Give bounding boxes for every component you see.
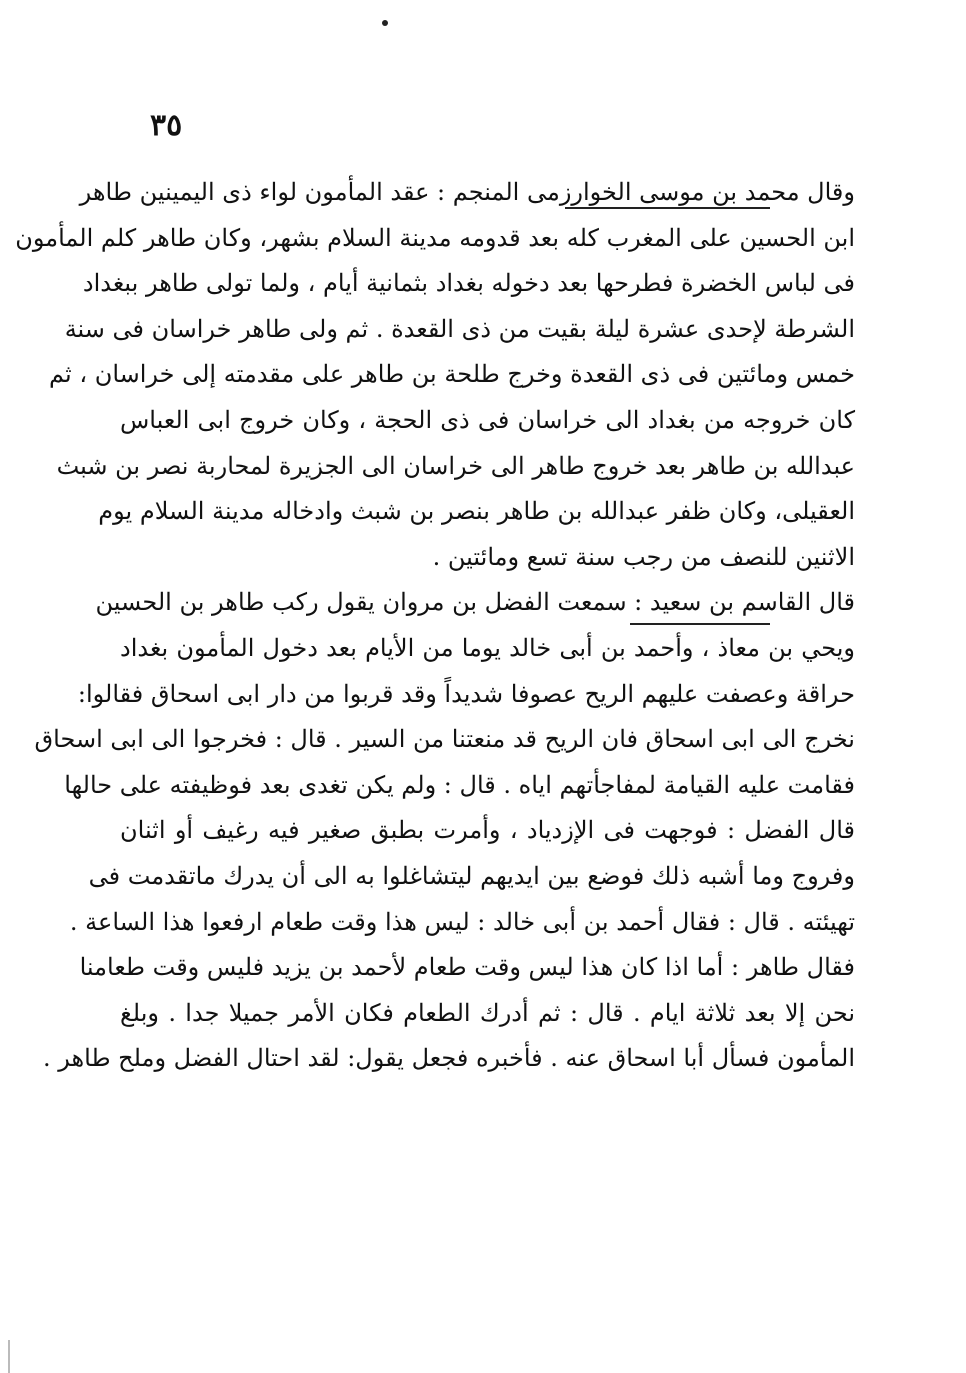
text-line: ابن الحسين على المغرب كله بعد قدومه مدينة السلام بشهر، وكان طاهر كلم المأمون [15,223,855,252]
text-line: الاثنين للنصف من رجب سنة تسع ومائتين . [432,542,855,571]
text-line: نخرج الى ابى اسحاق فان الريح قد منعتنا من السير . قال : فخرجوا الى ابى اسحاق [34,725,855,754]
text-line: وفروج وما أشبه ذلك فوضع بين ايديهم ليتشاغلوا به الى أن يدرك ماتقدمت فى [88,861,855,890]
text-line: العقيلى، وكان ظفر عبدالله بن طاهر بنصر بن شبث وادخاله مدينة السلام يوم [98,497,855,526]
text-line: تهيئته . قال : فقال أحمد بن أبى خالد : ليس هذا وقت طعام ارفعوا هذا الساعة . [69,907,855,936]
text-line: ويحي بن معاذ ، وأحمد بن أبى خالد يوما من الأيام بعد دخول المأمون بغداد [120,633,855,662]
text-line: خمس ومائتين فى ذى القعدة وخرج طلحة بن طاهر على مقدمته إلى خراسان ، ثم [49,360,855,389]
text-line: الشرطة لإحدى عشرة ليلة بقيت من ذى القعدة . ثم ولى طاهر خراسان فى سنة [64,314,855,343]
text-line: فقال طاهر : أما اذا كان هذا ليس وقت طعام لأحمد بن يزيد فليس وقت طعامنا [79,953,855,982]
text-line: كان خروجه من بغداد الى خراسان فى ذى الحجة ، وكان خروج ابى العباس [120,405,855,434]
name-underline [630,623,770,625]
text-line: عبدالله بن طاهر بعد خروج طاهر الى خراسان الى الجزيرة لمحاربة نصر بن شبث [56,451,855,480]
text-line: فى لباس الخضرة فطرحها بعد دخوله بغداد بثمانية أيام ، ولما تولى طاهر ببغداد [82,269,855,298]
text-line: فقامت عليه القيامة لمفاجأتهم اياه . قال : ولم يكن تغدى بعد فوظيفته على حالها [64,770,855,799]
scan-edge-mark [8,1340,10,1373]
body-text [15,170,855,1082]
text-line: قال القاسم بن سعيد : سمعت الفضل بن مروان يقول ركب طاهر بن الحسين [95,588,855,617]
text-line: حراقة وعصفت عليهم الريح عصوفا شديداً وقد قربوا من دار ابى اسحاق فقالوا: [77,679,855,708]
page-number: ٣٥ [150,108,183,143]
text-line: المأمون فسأل أبا اسحاق عنه . فأخبره فجعل يقول: لقد احتال الفضل وملح طاهر . [42,1044,855,1073]
text-line: نحن إلا بعد ثلاثة ايام . قال : ثم أدرك الطعام فكان الأمر جميلا جدا . وبلغ [120,998,855,1027]
name-underline [565,207,770,209]
text-line: وقال محمد بن موسى الخوارزمى المنجم : عقد المأمون لواء ذى اليمينين طاهر [79,178,855,206]
page-dot-mark [382,20,388,26]
text-line: قال الفضل : فوجهت فى الإزدياد ، وأمرت بطبق صغير فيه رغيف أو اثنان [120,816,855,845]
